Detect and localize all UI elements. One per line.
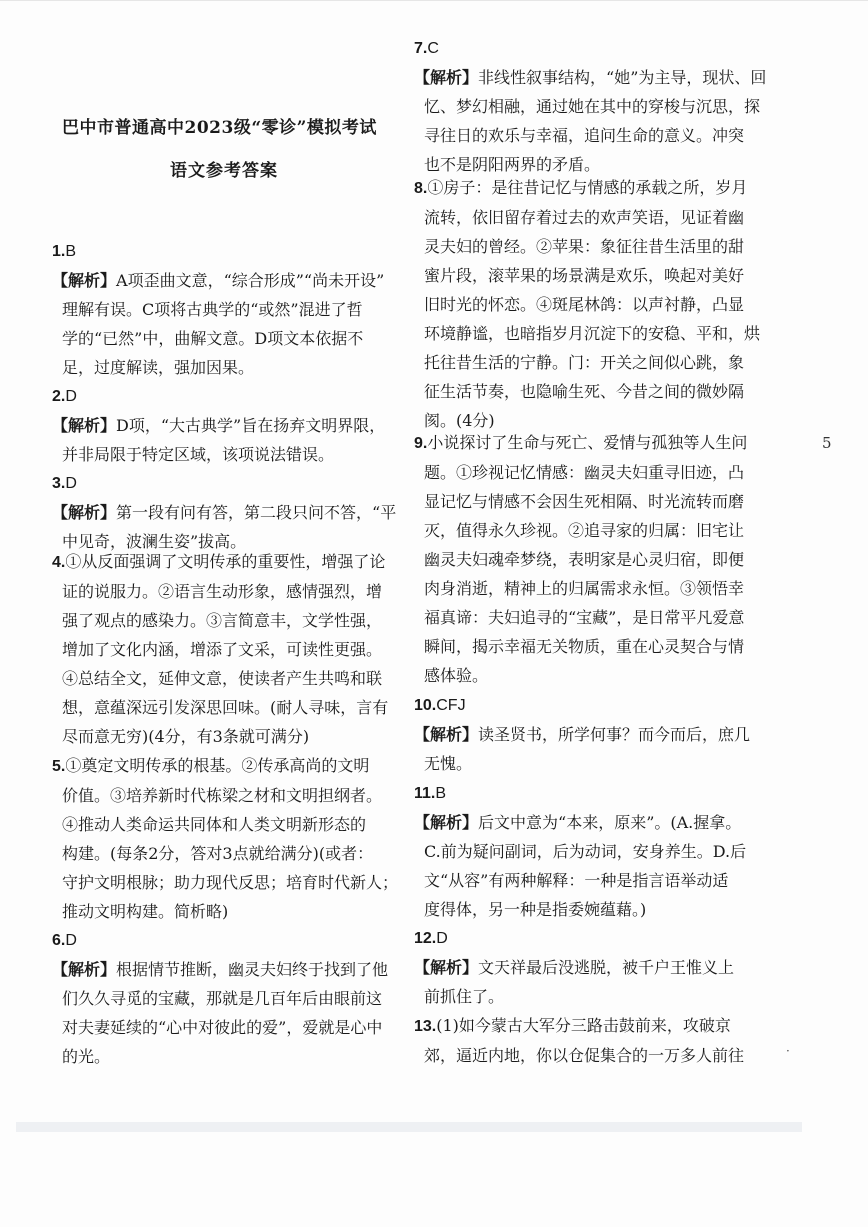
item-number: 3. (52, 475, 66, 492)
item-text: ①奠定文明传承的根基。②传承高尚的文明 (65, 756, 370, 775)
item-text: 中见奇，波澜生姿”拔高。 (62, 532, 247, 551)
item-text: 幽灵夫妇魂牵梦绕，表明家是心灵归宿，即便 (424, 550, 745, 569)
item-text: 文天祥最后没逃脱，被千户王惟义上 (478, 958, 735, 977)
answer-item-2 (52, 381, 393, 469)
answer-item-4 (52, 547, 393, 751)
item-text: 非线性叙事结构，“她”为主导，现状、回 (478, 68, 767, 87)
answer-item-3 (52, 468, 397, 556)
item-text: 蜜片段，滚苹果的场景满是欢乐，唤起对美好 (424, 266, 745, 285)
item-text: 的光。 (62, 1047, 111, 1066)
item-number: 8. (414, 180, 428, 197)
item-text: 对夫妻延续的“心中对彼此的爱”，爱就是心中 (62, 1018, 383, 1037)
item-text: 旧时光的怀恋。④斑尾林鸽：以声衬静，凸显 (424, 295, 745, 314)
item-text: 价值。③培养新时代栋梁之材和文明担纲者。 (62, 786, 383, 805)
item-answer: D (65, 475, 77, 492)
item-text: 第一段有问有答，第二段只问不答，“平 (116, 503, 397, 522)
item-number: 2. (52, 388, 66, 405)
bottom-band (16, 1122, 802, 1132)
item-text: 流转，依旧留存着过去的欢声笑语，见证着幽 (424, 208, 745, 227)
item-text: ①房子：是往昔记忆与情感的承载之所，岁月 (427, 178, 748, 197)
item-text: C.前为疑问副词，后为动词，安身养生。D.后 (424, 842, 747, 861)
analysis-tag: 【解析】 (414, 813, 479, 832)
item-number: 10. (414, 697, 437, 714)
item-text: 征生活节奏，也隐喻生死、今昔之间的微妙隔 (424, 382, 745, 401)
item-text: 感体验。 (424, 666, 489, 685)
item-text: 小说探讨了生命与死亡、爱情与孤独等人生问 (427, 433, 748, 452)
answer-item-11 (414, 778, 786, 924)
item-number: 13. (414, 1018, 437, 1035)
item-text: 瞬间，揭示幸福无关物质，重在心灵契合与情 (424, 637, 745, 656)
analysis-tag: 【解析】 (52, 960, 117, 979)
item-text: 增加了文化内涵，增添了文采，可读性更强。 (62, 640, 383, 659)
item-text: 寻往日的欢乐与幸福，追问生命的意义。冲突 (424, 126, 745, 145)
analysis-tag: 【解析】 (414, 725, 479, 744)
item-text: 并非局限于特定区域，该项说法错误。 (62, 445, 335, 464)
item-text: 无愧。 (424, 754, 473, 773)
item-text: 强了观点的感染力。③言简意丰，文学性强， (62, 611, 383, 630)
item-text: ④推动人类命运共同体和人类文明新形态的 (62, 815, 367, 834)
top-edge-line (0, 0, 868, 1)
analysis-tag: 【解析】 (52, 416, 117, 435)
answer-item-7 (414, 33, 786, 179)
item-text: 们久久寻觅的宝藏，那就是几百年后由眼前这 (62, 989, 383, 1008)
item-number: 12. (414, 930, 437, 947)
item-text: (1)如今蒙古大军分三路击鼓前来，攻破京 (436, 1016, 731, 1035)
item-text: 郊，逼近内地，你以仓促集合的一万多人前往 (424, 1046, 745, 1065)
margin-page-mark: 5 (822, 434, 832, 452)
item-text: 环境静谧，也暗指岁月沉淀下的安稳、平和，烘 (424, 324, 761, 343)
item-answer: B (65, 243, 77, 260)
item-text: 想，意蕴深远引发深思回味。(耐人寻味，言有 (62, 698, 389, 717)
answer-item-12 (414, 923, 786, 1011)
item-answer: D (65, 388, 77, 405)
item-number: 1. (52, 243, 66, 260)
item-number: 6. (52, 932, 66, 949)
item-text: 灵夫妇的曾经。②苹果：象征往昔生活里的甜 (424, 237, 745, 256)
item-number: 11. (414, 785, 436, 802)
item-text: 也不是阴阳两界的矛盾。 (424, 155, 601, 174)
item-answer: B (435, 785, 447, 802)
page-title: 巴中市普通高中2023级“零诊”模拟考试 (62, 118, 377, 138)
item-text: 度得体，另一种是指委婉蕴藉。) (424, 900, 647, 919)
item-text: 托往昔生活的宁静。门：开关之间似心跳，象 (424, 353, 745, 372)
item-text: A项歪曲文意，“综合形成”“尚未开设” (116, 271, 385, 290)
item-number: 9. (414, 435, 428, 452)
item-answer: C (427, 40, 439, 57)
item-text: 学的“已然”中，曲解文意。D项文本依据不 (62, 329, 364, 348)
answer-item-6 (52, 925, 393, 1071)
answer-item-1 (52, 236, 393, 382)
item-text: 构建。(每条2分，答对3点就给满分)(或者： (62, 844, 374, 863)
item-text: 肉身消逝，精神上的归属需求永恒。③领悟幸 (424, 579, 745, 598)
item-number: 7. (414, 40, 428, 57)
item-answer: CFJ (436, 697, 466, 714)
answer-item-9 (414, 428, 786, 690)
item-text: 忆、梦幻相融，通过她在其中的穿梭与沉思，探 (424, 97, 761, 116)
item-text: 推动文明构建。简析略) (62, 902, 229, 921)
analysis-tag: 【解析】 (52, 503, 117, 522)
item-text: ④总结全文，延伸文意，使读者产生共鸣和联 (62, 669, 383, 688)
item-answer: D (65, 932, 77, 949)
item-text: 理解有误。C项将古典学的“或然”混进了哲 (62, 300, 363, 319)
answer-item-5 (52, 751, 399, 926)
answer-item-8 (414, 173, 786, 435)
analysis-tag: 【解析】 (414, 68, 479, 87)
page-subtitle: 语文参考答案 (170, 161, 278, 181)
answer-item-13 (414, 1011, 786, 1070)
item-text: 题。①珍视记忆情感：幽灵夫妇重寻旧迹，凸 (424, 463, 745, 482)
item-text: 证的说服力。②语言生动形象，感情强烈，增 (62, 582, 383, 601)
item-text: 灭，值得永久珍视。②追寻家的归属：旧宅让 (424, 521, 745, 540)
item-answer: D (436, 930, 448, 947)
answer-item-10 (414, 690, 786, 778)
item-text: 福真谛：夫妇追寻的“宝藏”，是日常平凡爱意 (424, 608, 745, 627)
item-text: 阂。(4分) (424, 411, 495, 430)
item-text: 读圣贤书，所学何事？而今而后，庶几 (478, 725, 751, 744)
item-text: 后文中意为“本来，原来”。(A.握拿。 (478, 813, 742, 832)
item-number: 5. (52, 758, 66, 775)
item-text: 根据情节推断，幽灵夫妇终于找到了他 (116, 960, 389, 979)
analysis-tag: 【解析】 (414, 958, 479, 977)
item-number: 4. (52, 554, 66, 571)
item-text: 文“从容”有两种解释：一种是指言语举动适 (424, 871, 729, 890)
margin-dot: · (786, 1044, 790, 1058)
item-text: 足，过度解读，强加因果。 (62, 358, 255, 377)
item-text: 前抓住了。 (424, 987, 505, 1006)
item-text: ①从反面强调了文明传承的重要性，增强了论 (65, 552, 386, 571)
analysis-tag: 【解析】 (52, 271, 117, 290)
item-text: 守护文明根脉；助力现代反思；培育时代新人； (62, 873, 399, 892)
item-text: D项，“大古典学”旨在扬弃文明界限， (116, 416, 386, 435)
item-text: 显记忆与情感不会因生死相隔、时光流转而磨 (424, 492, 745, 511)
item-text: 尽而意无穷)(4分，有3条就可满分) (62, 727, 310, 746)
